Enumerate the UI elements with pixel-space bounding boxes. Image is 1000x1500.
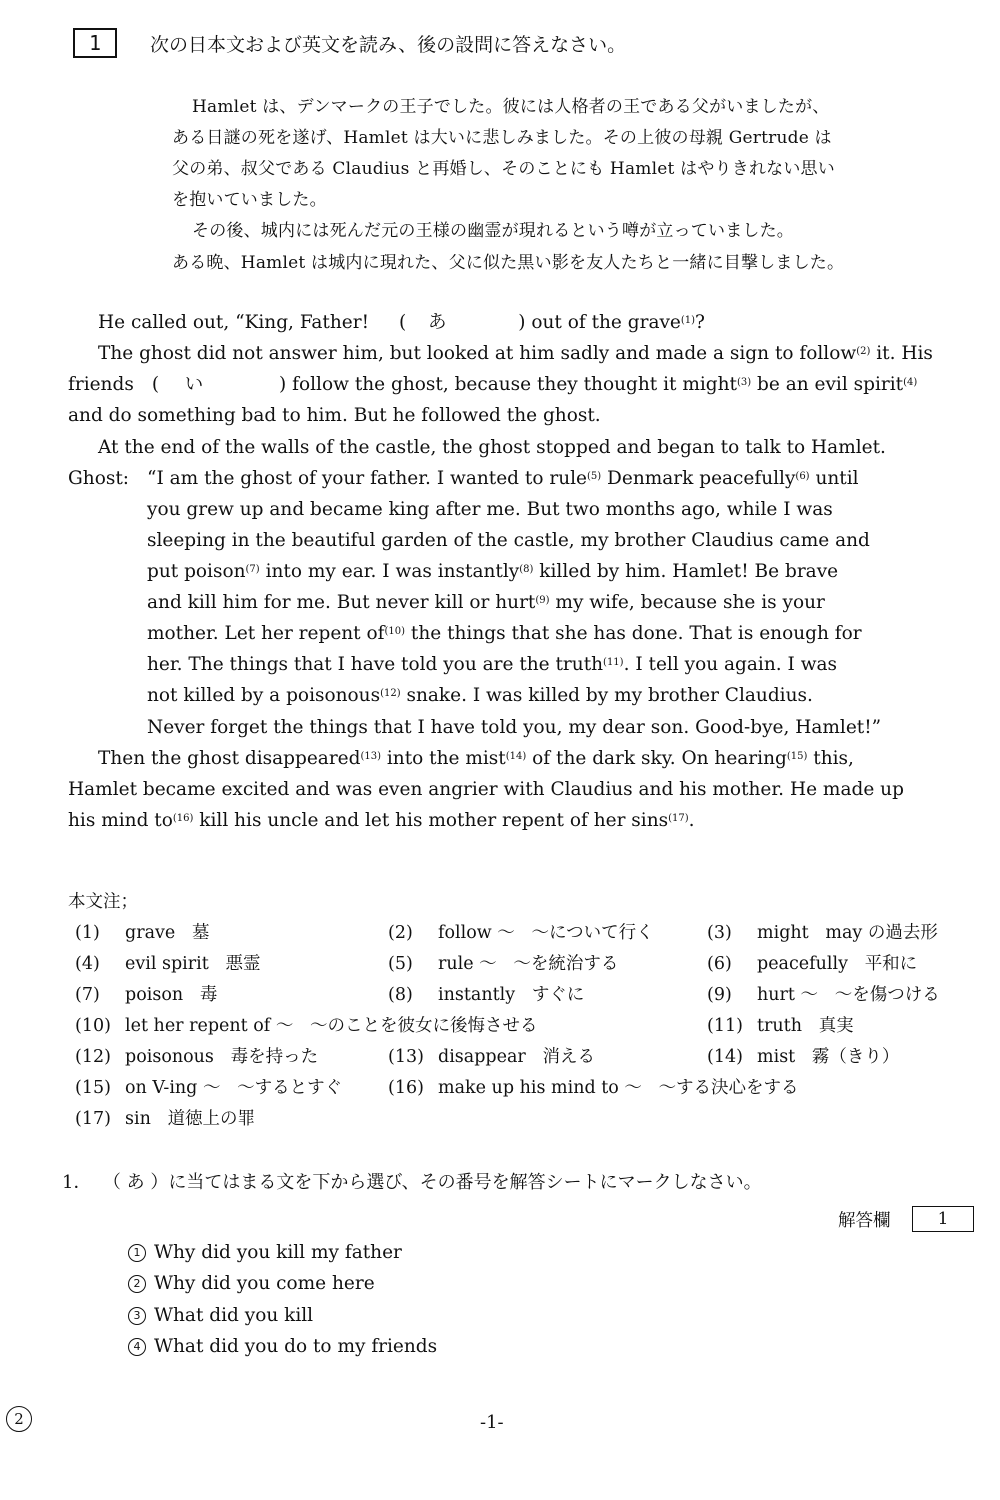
option-number: 4 — [128, 1338, 146, 1356]
ghost-line: and kill him for me. But never kill or hurt$^{(9)}$ my wife, because she is your — [147, 592, 825, 613]
note-item: (17) sin 道徳上の罪 — [75, 1109, 256, 1129]
ghost-line: sleeping in the beautiful garden of the castle, my brother Claudius came and — [147, 530, 870, 551]
note-item: (12) poisonous 毒を持った — [75, 1047, 319, 1067]
blank-a: あ — [427, 312, 447, 333]
question-1: 1． （ あ ）に当てはまる文を下から選び、その番号を解答シートにマークしなさい。 — [62, 1172, 762, 1193]
answer-box[interactable]: 1 — [912, 1206, 974, 1232]
note-item: (11) truth 真実 — [707, 1016, 854, 1036]
intro-line: ある晩、Hamlet は城内に現れた、父に似た黒い影を友人たちと一緒に目撃しました。 — [172, 253, 845, 273]
page-number: -1- — [480, 1412, 504, 1433]
note-item: (14) mist 霧（きり） — [707, 1047, 900, 1067]
intro-line: 父の弟、叔父である Claudius と再婚し、そのことにも Hamlet はやりきれない思い — [172, 159, 835, 179]
ghost-line: mother. Let her repent $of^{(10)}$ the things that she has done. That is enough for — [147, 623, 862, 644]
story-line: He called out, “King, Father! ( あ ) out of the grave$^{(1)}$? — [98, 307, 705, 338]
note-item: (4) evil spirit 悪霊 — [75, 954, 261, 974]
intro-line: を抱いていました。 — [172, 190, 327, 210]
note-item: (7) poison 毒 — [75, 985, 218, 1005]
note-item: (1) grave 墓 — [75, 923, 210, 943]
ghost-line: Never forget the things that I have told you, my dear son. Good-bye, Hamlet!” — [147, 717, 882, 738]
option[interactable]: 1 Why did you kill my father — [128, 1237, 402, 1268]
note-item: (8) instantly すぐに — [388, 985, 585, 1005]
story-line: At the end of the walls of the castle, the ghost stopped and began to talk to Hamlet. — [98, 437, 886, 458]
blank-i: い — [184, 374, 204, 395]
note-item: (13) disappear 消える — [388, 1047, 595, 1067]
instruction: 次の日本文および英文を読み、後の設問に答えなさい。 — [150, 34, 627, 56]
ghost-line: put poison$^{(7)}$ into my ear. I was instantly$^{(8)}$ killed by him. Hamlet! Be brave — [147, 561, 839, 582]
note-item: (9) hurt ～ ～を傷つける — [707, 985, 940, 1005]
story-line: friends ( い ) follow the ghost, because they thought it might$^{(3)}$ be an evil spirit$^{(4)}$ — [68, 369, 917, 400]
note-item: (3) might may の過去形 — [707, 923, 938, 943]
option[interactable]: 2 Why did you come here — [128, 1268, 375, 1299]
note-item: (2) follow ～ ～について行く — [388, 923, 654, 943]
note-item: (10) let her repent of ～ ～のことを彼女に後悔させる — [75, 1016, 538, 1036]
note-item: (5) rule ～ ～を統治する — [388, 954, 619, 974]
option[interactable]: 4 What did you do to my friends — [128, 1331, 437, 1362]
note-item: (16) make up his mind to ～ ～する決心をする — [388, 1078, 799, 1098]
story-line: his mind $to^{(16)}$ kill his uncle and let his mother repent of her sins$^{(17)}$. — [68, 810, 695, 831]
ghost-line: not killed by a poisonous$^{(12)}$ snake. I was killed by my brother Claudius. — [147, 685, 813, 706]
ghost-line: her. The things that I have told you are the truth$^{(11)}$. I tell you again. I was — [147, 654, 838, 675]
ghost-line: you grew up and became king after me. But two months ago, while I was — [147, 499, 833, 520]
question-number-box: 1 — [73, 28, 117, 58]
option[interactable]: 3 What did you kill — [128, 1300, 313, 1331]
story-line: and do something bad to him. But he followed the ghost. — [68, 405, 601, 426]
question-blank: あ — [126, 1172, 145, 1193]
answer-label: 解答欄 — [838, 1211, 891, 1231]
ghost-line: “I am the ghost of your father. I wanted to rule$^{(5)}$ Denmark peacefully$^{(6)}$ until — [147, 468, 859, 489]
option-number: 2 — [128, 1275, 146, 1293]
story-line: Hamlet became excited and was even angrier with Claudius and his mother. He made up — [68, 779, 904, 800]
story-line: The ghost did not answer him, but looked at him sadly and made a sign to follow$^{(2)}$ it. His — [98, 343, 933, 364]
intro-line: ある日謎の死を遂げ、Hamlet は大いに悲しみました。その上彼の母親 Gertrude は — [172, 128, 832, 148]
note-item: (6) peacefully 平和に — [707, 954, 918, 974]
intro-line: その後、城内には死んだ元の王様の幽霊が現れるという噂が立っていました。 — [192, 221, 794, 241]
notes-heading: 本文注； — [68, 892, 138, 912]
option-number: 1 — [128, 1244, 146, 1262]
page-marker: 2 — [6, 1406, 32, 1432]
note-item: (15) on V-ing ～ ～するとすぐ — [75, 1078, 343, 1098]
option-number: 3 — [128, 1307, 146, 1325]
intro-line: Hamlet は、デンマークの王子でした。彼には人格者の王である父がいましたが、 — [192, 97, 830, 117]
ghost-label: Ghost: — [68, 468, 129, 489]
story-line: Then the ghost disappeared$^{(13)}$ into the mist$^{(14)}$ of the dark sky. On hearing$^{(15)}$ this, — [98, 748, 854, 769]
